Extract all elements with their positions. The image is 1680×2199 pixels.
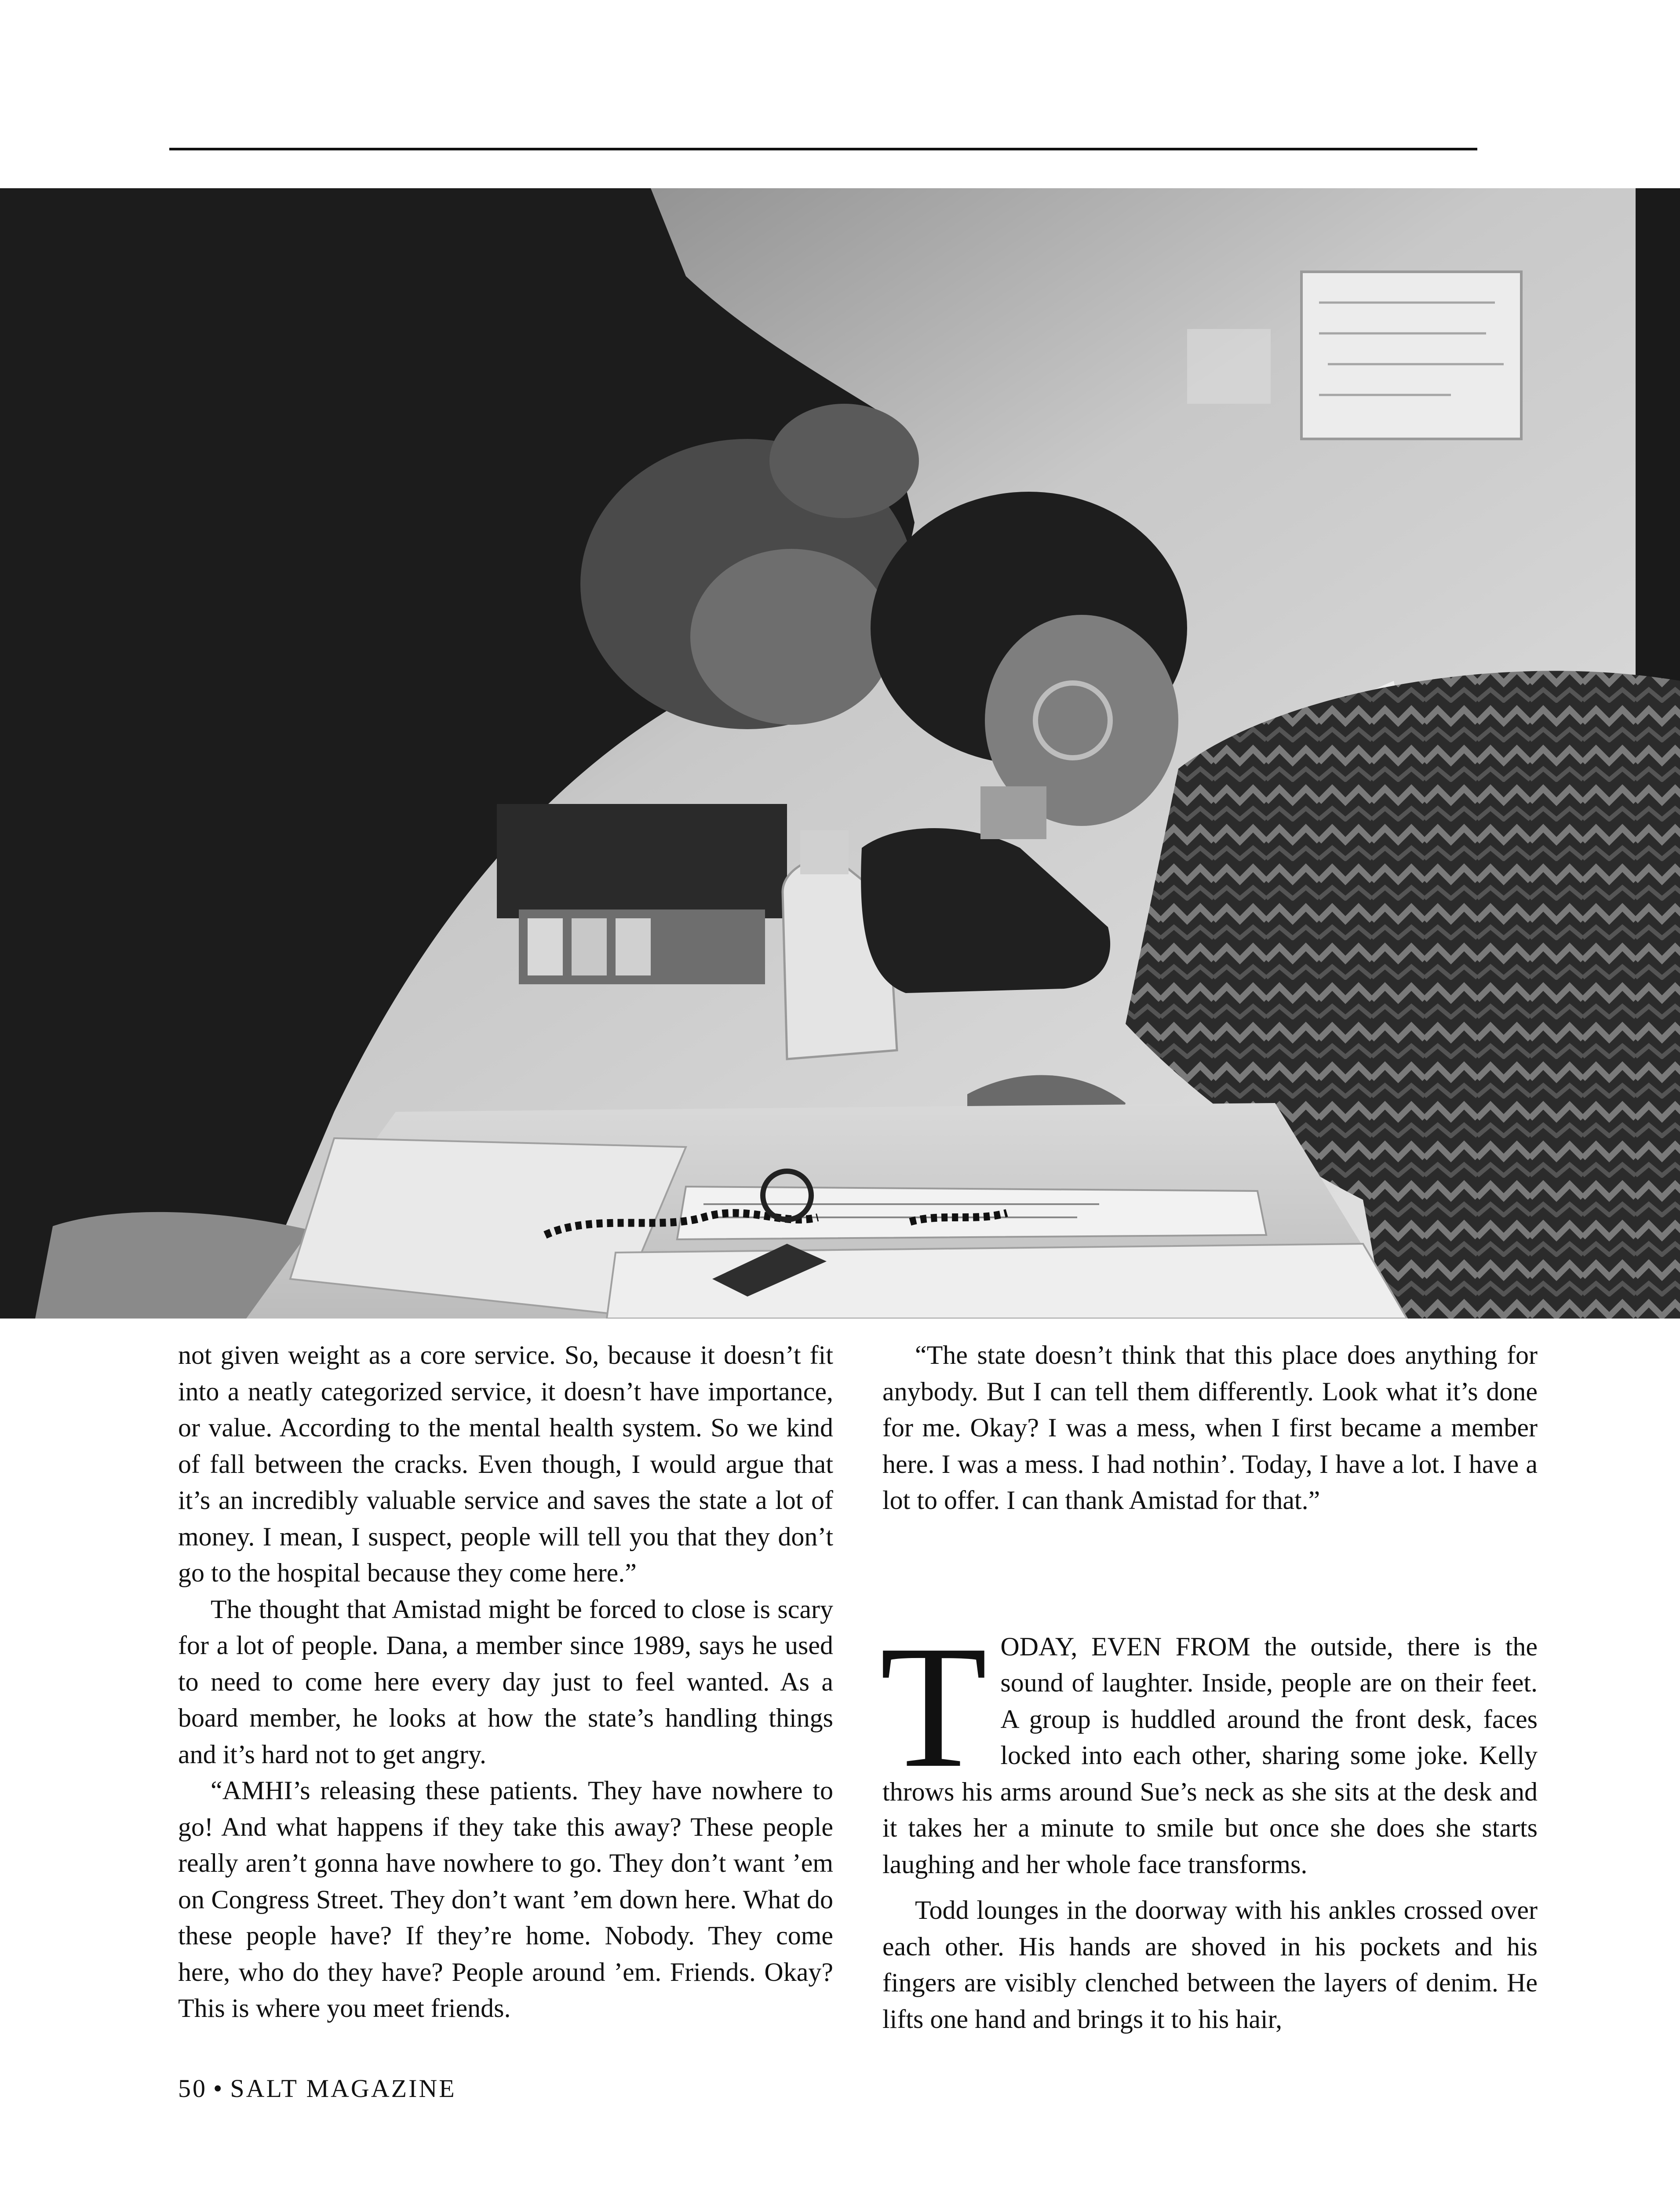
opening-text: the outside, there is the sound of laughter. Inside, people are on their feet. A group is huddled around the front desk, faces locked into each other, sharing some joke. Kelly throws his arms around Sue’s neck as she sits at the desk and it takes her a minute to smile but once she does she starts laughing and her whole face transforms. <box>882 1632 1538 1879</box>
section-opening-paragraph <box>880 1609 1538 1883</box>
body-paragraph: “AMHI’s releasing these patients. They have nowhere to go! And what happens if they take this away? These people really aren’t gonna have nowhere to go. They don’t want ’em on Congress Street. They don’t want ’em down here. What do these people have? If they’re home. Nobody. They come here, who do they have? People around ’em. Friends. Okay? This is where you meet friends. <box>178 1776 833 2023</box>
footer-separator: • <box>213 2074 224 2103</box>
body-paragraph: The thought that Amistad might be forced to close is scary for a lot of people. Dana, a member since 1989, says he used to need to come here every day just to feel wanted. As a board member, he looks at how the state’s handling things and it’s hard not to get angry. <box>178 1594 833 1769</box>
lead-in: ODAY, EVEN FROM <box>1000 1632 1250 1661</box>
drop-cap: T <box>880 1609 988 1804</box>
quote-paragraph: “The state doesn’t think that this place does anything for anybody. But I can tell them differently. Look what it’s done for me. Okay? I was a mess, when I first became a member here. I was a mess. I had nothin’. Today, I have a lot. I have a lot to offer. I can thank Amistad for that.” <box>882 1341 1538 1515</box>
page-footer <box>178 2074 456 2103</box>
top-rule <box>169 148 1477 150</box>
page-number: 50 <box>178 2074 207 2103</box>
right-column <box>882 1337 1538 2037</box>
article-photo <box>0 188 1680 1319</box>
body-paragraph: not given weight as a core service. So, because it doesn’t fit into a neatly categorized service, it doesn’t have importance, or value. According to the mental health system. So we kind of fall between the cracks. Even though, I would argue that it’s an incredibly valuable service and saves the state a lot of money. I mean, I suspect, people will tell you that they don’t go to the hospital because they come here.” <box>178 1341 833 1587</box>
body-paragraph: Todd lounges in the doorway with his ankles crossed over each other. His hands are shoved in his pockets and his fingers are visibly clenched between the layers of denim. He lifts one hand and brings it to his hair, <box>882 1896 1538 2034</box>
left-column <box>178 1337 833 2027</box>
photo-illustration <box>0 188 1680 1319</box>
publication-name: SALT MAGAZINE <box>230 2074 456 2103</box>
